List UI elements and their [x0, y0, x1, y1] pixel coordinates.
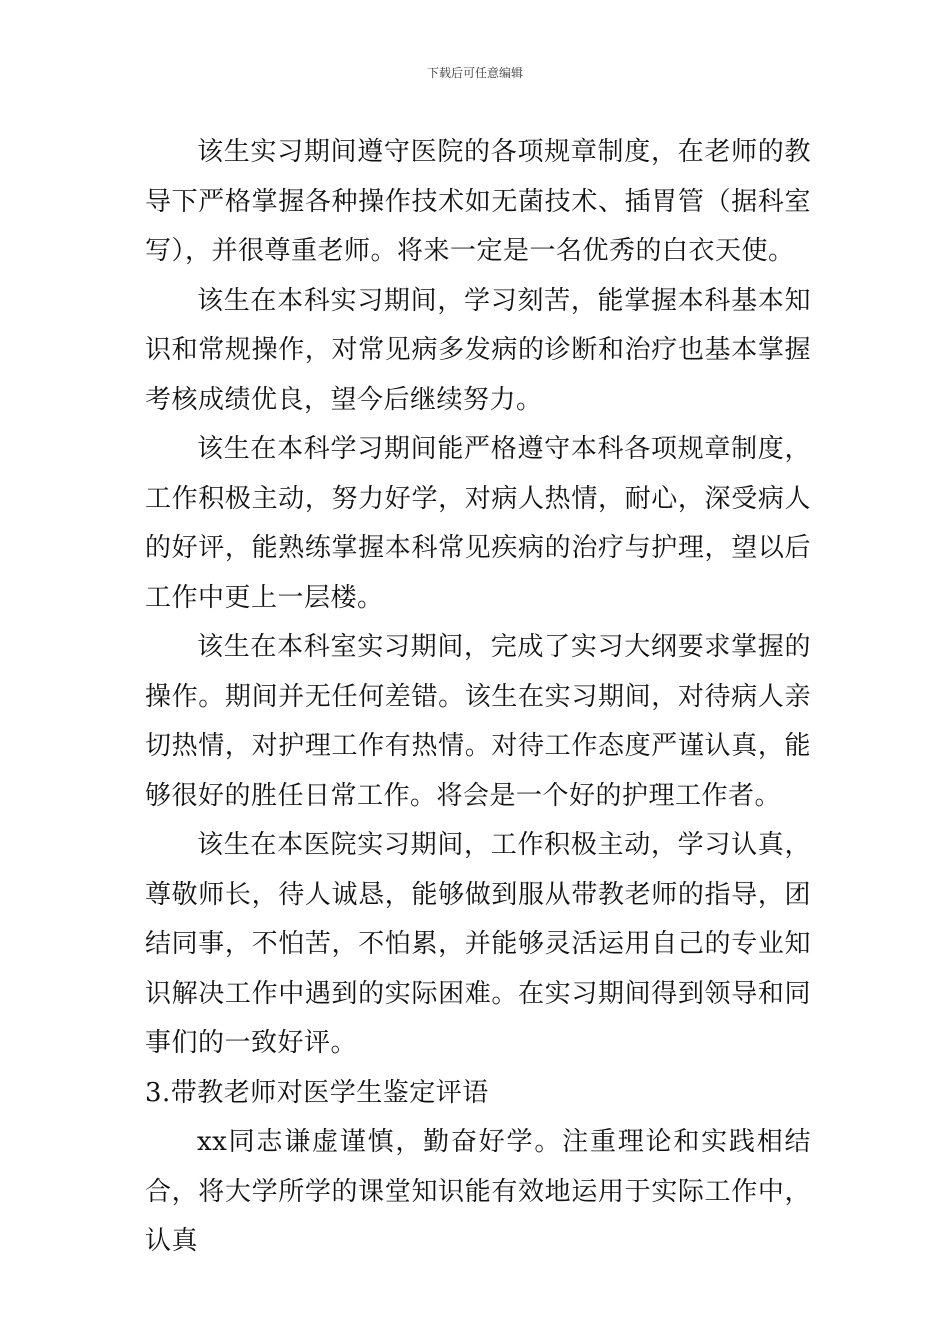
- paragraph-2: 该生在本科实习期间，学习刻苦，能掌握本科基本知识和常规操作，对常见病多发病的诊断和治疗也基本掌握考核成绩优良，望今后继续努力。: [145, 285, 811, 415]
- paragraph-1: 该生实习期间遵守医院的各项规章制度，在老师的教导下严格掌握各种操作技术如无菌技术、插胃管（据科室写），并很尊重老师。将来一定是一名优秀的白衣天使。: [145, 137, 811, 266]
- section-heading: 3.带教老师对医学生鉴定评语: [145, 1077, 489, 1108]
- page-header-note: 下载后可任意编辑: [426, 66, 523, 80]
- paragraph-4: 该生在本科室实习期间，完成了实习大纲要求掌握的操作。期间并无任何差错。该生在实习期间，对待病人亲切热情，对护理工作有热情。对待工作态度严谨认真，能够很好的胜任日常工作。将会是一个好的护理工作者。: [145, 632, 811, 811]
- paragraph-3: 该生在本科学习期间能严格遵守本科各项规章制度，工作积极主动，努力好学，对病人热情，耐心，深受病人的好评，能熟练掌握本科常见疾病的治疗与护理，望以后工作中更上一层楼。: [145, 434, 811, 613]
- section-paragraph: xx同志谦虚谨慎，勤奋好学。注重理论和实践相结合，将大学所学的课堂知识能有效地运用于实际工作中，认真: [145, 1127, 811, 1256]
- paragraph-5: 该生在本医院实习期间，工作积极主动，学习认真，尊敬师长，待人诚恳，能够做到服从带教老师的指导，团结同事，不怕苦，不怕累，并能够灵活运用自己的专业知识解决工作中遇到的实际困难。在实习期间得到领导和同事们的一致好评。: [145, 830, 811, 1058]
- document-body: [145, 128, 811, 1267]
